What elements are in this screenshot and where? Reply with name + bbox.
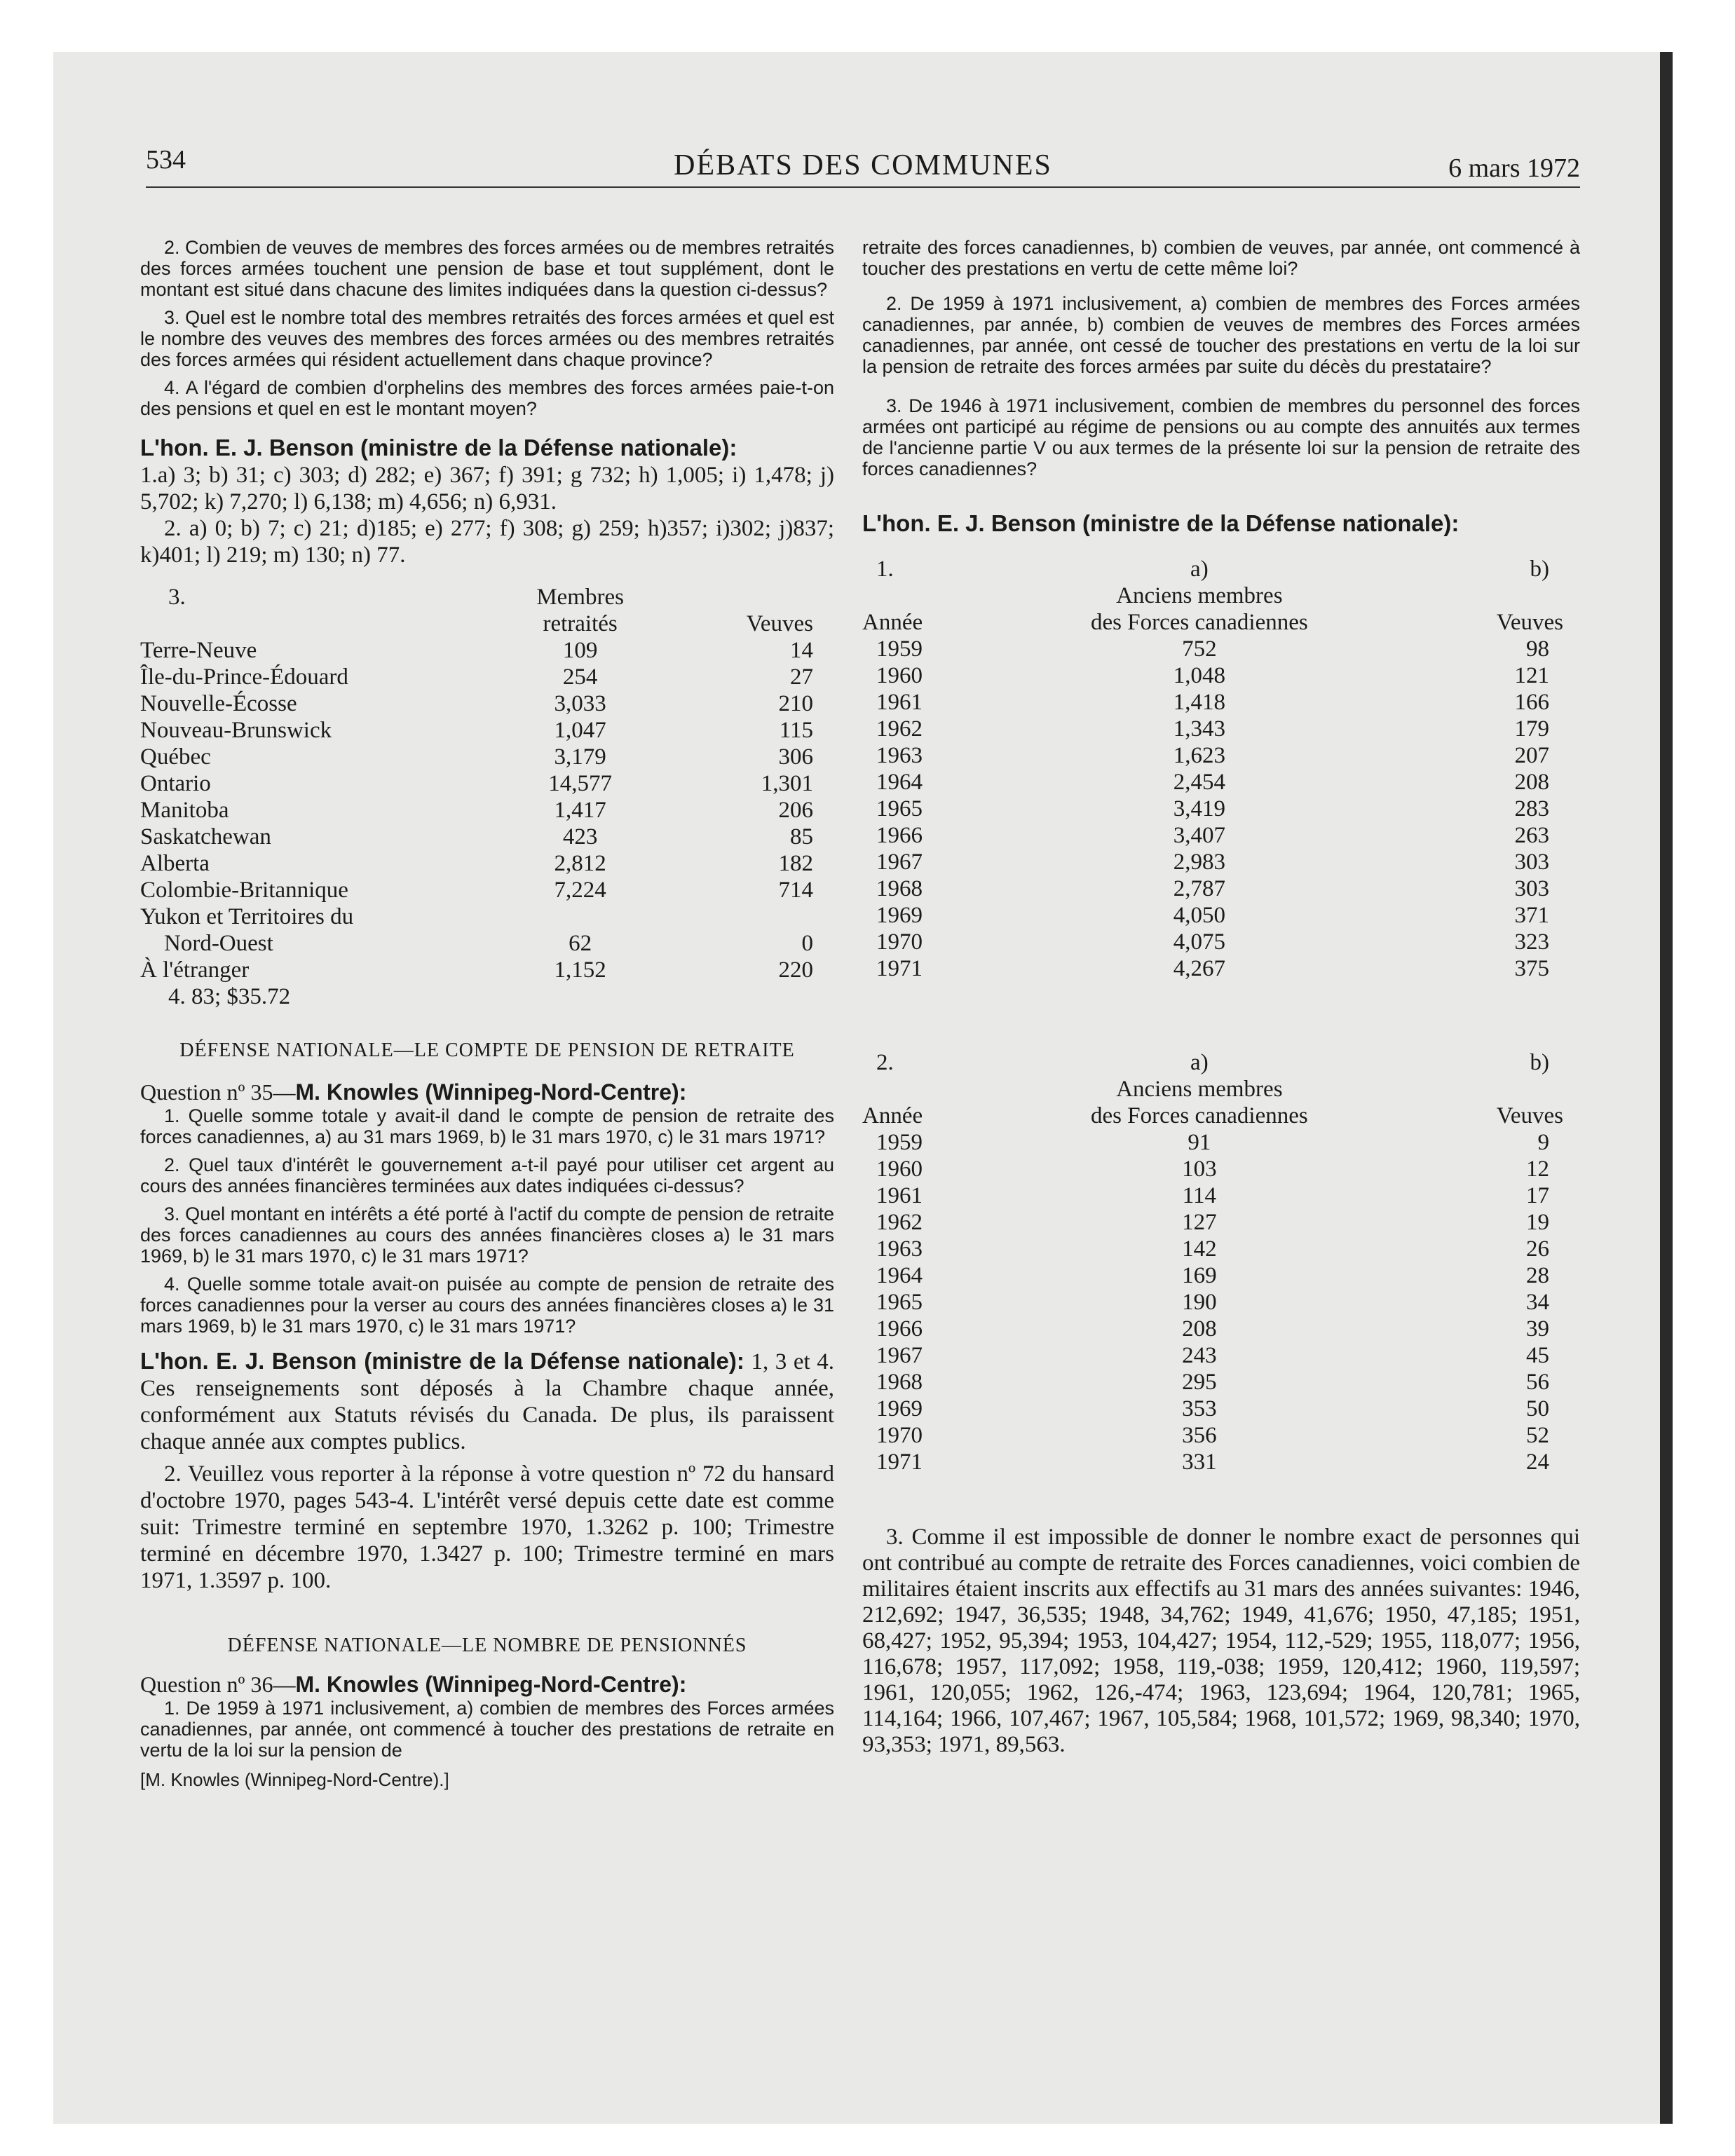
table-cell: 1961 [876,690,923,715]
table-cell: 375 [1514,956,1549,981]
question-paragraph: retraite des forces canadiennes, b) combien de veuves, par année, ont commencé à toucher des prestations en vertu de cette même loi? [862,237,1580,279]
answer-paragraph: 4. 83; $35.72 [168,984,291,1009]
question-paragraph: 2. Combien de veuves de membres des forces armées ou de membres retraités des forces armées touchent une pension de base et tout supplément, dont le montant est situé dans chacune des limites indiquées dans la question ci-dessus? [140,237,834,300]
table-cell: 207 [1514,743,1549,768]
table-cell: 283 [1514,796,1549,821]
table-cell: 0 [801,931,813,956]
table-cell: 17 [1526,1183,1549,1208]
table-cell: 9 [1537,1130,1549,1155]
table-cell: 206 [778,798,813,823]
table-row [140,744,813,770]
table-cell: 371 [1514,903,1549,928]
table-row [140,797,813,824]
table-cell: 220 [778,957,813,983]
table-cell: 303 [1514,850,1549,875]
table-row [862,1262,1563,1289]
question-paragraph: 1. De 1959 à 1971 inclusivement, a) combien de membres des Forces armées canadiennes, par année, ont commencé à toucher des prestations de retraite en vertu de la loi sur la pension de [140,1698,834,1761]
running-title: DÉBATS DES COMMUNES [674,149,1052,182]
table-cell: Saskatchewan [140,824,271,850]
answer-paragraph: 1.a) 3; b) 31; c) 303; d) 282; e) 367; f) 391; g 732; h) 1,005; i) 1,478; j) 5,702; k) 7,270; l) 6,138; m) 4,656; n) 6,931. [140,463,834,514]
column-header: Veuves [1496,610,1563,635]
table-cell: 752 [1182,636,1217,662]
table-cell: 179 [1514,716,1549,742]
table-cell: 1971 [876,956,923,981]
table-cell: 1,418 [1173,690,1225,715]
table-row [862,1236,1563,1262]
speaker-line [140,435,834,462]
table-cell: 98 [1526,636,1549,662]
speaker-name: L'hon. E. J. Benson (ministre de la Défense nationale): [140,435,737,460]
table-cell: 1967 [876,850,923,875]
table-cell: 1965 [876,1290,923,1315]
left-column [140,237,834,1791]
table-row [862,1182,1563,1209]
table-cell: 1,417 [554,798,606,823]
answer-paragraph: 2. a) 0; b) 7; c) 21; d)185; e) 277; f) 308; g) 259; h)357; i)302; j)837; k)401; l) 219; m) 130; n) 77. [140,516,834,568]
table-cell: 1,047 [554,718,606,743]
table-cell: 254 [562,664,598,690]
table-cell [658,903,813,930]
speaker-answer [140,1348,834,1455]
table-cell: 114 [1182,1183,1217,1208]
answer-text: 1, 3 et 4. Ces renseignements sont déposés à la Chambre chaque année, conformément aux Statuts révisés du Canada. De plus, ils paraissent chaque année aux comptes publics. [140,1349,834,1454]
section-heading: DÉFENSE NATIONALE—LE NOMBRE DE PENSIONNÉS [227,1635,747,1656]
table-cell: 1963 [876,743,923,768]
table-row [862,955,1563,982]
table-cell: 1965 [876,796,923,821]
speaker-name: L'hon. E. J. Benson (ministre de la Défense nationale): [140,1348,744,1374]
column-header: Anciens membres [1116,583,1283,608]
table-cell: 34 [1526,1290,1549,1315]
table-cell: 2,812 [554,851,606,876]
table-row [862,1342,1563,1369]
table-row [862,662,1563,689]
question-paragraph: 2. Quel taux d'intérêt le gouvernement a-t-il payé pour utiliser cet argent au cours des années financières terminées aux dates indiquées ci-dessus? [140,1154,834,1196]
answer-paragraph: 2. Veuillez vous reporter à la réponse à votre question nº 72 du hansard d'octobre 1970, pages 543-4. L'intérêt versé depuis cette date est comme suit: Trimestre terminé en septembre 1970, 1.3262 p. 100; Trimestre terminé en décembre 1970, 1.3427 p. 100; Trimestre terminé en mars 1971, 1.3597 p. 100. [140,1461,834,1593]
table-cell: Yukon et Territoires du [140,904,354,929]
column-header: Membres [536,585,624,610]
table-row [862,1369,1563,1396]
table-cell: Nouveau-Brunswick [140,718,332,743]
table-cell: 3,419 [1173,796,1225,821]
table-cell: Alberta [140,851,210,876]
table-cell: 12 [1526,1157,1549,1182]
table-cell: 56 [1526,1370,1549,1395]
table-cell: Québec [140,744,211,770]
table-cell: 1966 [876,1316,923,1342]
table-row [862,822,1563,849]
table-row [862,1129,1563,1156]
table-row [140,930,813,957]
column-label: a) [1190,1050,1209,1075]
table-cell: 1963 [876,1236,923,1262]
table-cell: 103 [1182,1157,1217,1182]
table-cell: 121 [1514,663,1549,688]
table-cell: 50 [1526,1396,1549,1421]
column-label: b) [1530,1050,1549,1075]
column-header: des Forces canadiennes [1091,1103,1308,1128]
table-cell: 331 [1182,1449,1217,1475]
table-cell: 263 [1514,823,1549,848]
table-cell: 52 [1526,1423,1549,1448]
table-cell: 1,343 [1173,716,1225,742]
table-cell: Île-du-Prince-Édouard [140,664,348,690]
table-cell: 423 [562,824,598,850]
table-cell: 1966 [876,823,923,848]
right-column [862,237,1580,1758]
table-cell: 26 [1526,1236,1549,1262]
table-cell: 190 [1182,1290,1217,1315]
table-row [862,689,1563,716]
table-cell: 1960 [876,663,923,688]
table-cell: 1968 [876,1370,923,1395]
answer-paragraph: 3. Comme il est impossible de donner le nombre exact de personnes qui ont contribué au compte de retraite des Forces canadiennes, voici combien de militaires étaient inscrits aux effectifs au 31 mars des années suivantes: 1946, 212,692; 1947, 36,535; 1948, 34,762; 1949, 41,676; 1950, 47,185; 1951, 68,427; 1952, 95,394; 1953, 104,427; 1954, 112,-529; 1955, 118,077; 1956, 116,678; 1957, 117,092; 1958, 119,-038; 1959, 120,412; 1960, 119,597; 1961, 120,055; 1962, 126,-474; 1963, 123,694; 1964, 120,781; 1965, 114,164; 1966, 107,467; 1967, 105,584; 1968, 101,572; 1969, 98,340; 1970, 93,353; 1971, 89,563. [862,1524,1580,1757]
table-cell: 1962 [876,1210,923,1235]
table-cell: 2,454 [1173,770,1225,795]
table-row [862,875,1563,902]
table-cell: 2,787 [1173,876,1225,901]
table-cell: 295 [1182,1370,1217,1395]
table-cell: 1959 [876,1130,923,1155]
column-header: Veuves [1496,1103,1563,1128]
table-cell: 1968 [876,876,923,901]
table-row [862,742,1563,769]
question-paragraph: 3. De 1946 à 1971 inclusivement, combien de membres du personnel des forces armées ont participé au régime de pensions ou au compte des annuités aux termes de l'ancienne partie V ou aux termes de la présente loi sur la pension de retraite des forces canadiennes? [862,395,1580,479]
table-row [140,717,813,744]
table-cell: 1961 [876,1183,923,1208]
table-cell: Manitoba [140,798,229,823]
question-paragraph: 4. A l'égard de combien d'orphelins des membres des forces armées paie-t-on des pensions et quel en est le montant moyen? [140,377,834,419]
table-cell: 109 [562,638,598,663]
member-name: M. Knowles (Winnipeg-Nord-Centre): [295,1672,687,1697]
table-cell: Ontario [140,771,211,796]
question-paragraph: 2. De 1959 à 1971 inclusivement, a) combien de membres des Forces armées canadiennes, par année, b) combien de veuves de membres des Forces armées canadiennes, par année, ont cessé de toucher des prestations en vertu de la loi sur la pension de retraite des forces armées par suite du décès du prestataire? [862,293,1580,377]
table-cell: 1970 [876,929,923,955]
table-cell: 24 [1526,1449,1549,1475]
page-edge-shadow [1660,52,1673,2124]
table-cell: 1969 [876,1396,923,1421]
table-cell: 91 [1188,1130,1211,1155]
table-cell: 3,033 [554,691,606,716]
table-cell: 208 [1182,1316,1217,1342]
table-cell: 19 [1526,1210,1549,1235]
column-header: Veuves [746,611,813,636]
table-cell: 39 [1526,1316,1549,1342]
column-header: retraités [543,611,618,636]
table-row [862,769,1563,796]
table-cell: Nouvelle-Écosse [140,691,297,716]
table-row [862,1449,1563,1475]
running-header [146,144,1580,188]
table-cell [502,903,658,930]
table-cell: 1,152 [554,957,606,983]
table-label: 2. [876,1050,894,1075]
table-cell: 127 [1182,1210,1217,1235]
table-label: 3. [168,585,186,610]
speaker-line [862,510,1580,538]
table-row [140,664,813,690]
table-cell: 1,623 [1173,743,1225,768]
pensioners-table-2 [862,1049,1563,1475]
table-cell: 3,407 [1173,823,1225,848]
table-row [862,849,1563,875]
question-paragraph: 3. Quel montant en intérêts a été porté à l'actif du compte de pension de retraite des forces canadiennes au cours des années financières closes a) le 31 mars 1969, b) le 31 mars 1970, c) le 31 mars 1971? [140,1203,834,1267]
table-cell: 14,577 [548,771,612,796]
table-row [862,1156,1563,1182]
table-row [862,1289,1563,1316]
table-row [140,957,813,983]
footnote: [M. Knowles (Winnipeg-Nord-Centre).] [140,1769,449,1790]
table-row [140,824,813,850]
table-cell: 2,983 [1173,850,1225,875]
table-row [862,1209,1563,1236]
header-date: 6 mars 1972 [1448,153,1580,183]
table-cell: 353 [1182,1396,1217,1421]
table-cell: 1964 [876,770,923,795]
table-row [862,1396,1563,1422]
table-cell: Terre-Neuve [140,638,257,663]
question-heading [140,1671,834,1698]
table-cell: 303 [1514,876,1549,901]
table-row [862,1316,1563,1342]
table-cell: 1971 [876,1449,923,1475]
table-row [140,903,813,930]
table-cell: 182 [778,851,813,876]
table-cell: 1964 [876,1263,923,1288]
table-cell: 4,267 [1173,956,1225,981]
table-row [862,716,1563,742]
table-row [862,929,1563,955]
table-cell: 1,301 [761,771,813,796]
column-header: Année [862,610,923,635]
table-cell: 1,048 [1173,663,1225,688]
column-header: des Forces canadiennes [1091,610,1308,635]
table-cell: 356 [1182,1423,1217,1448]
table-cell: 1970 [876,1423,923,1448]
column-label: b) [1530,557,1549,582]
table-cell: 28 [1526,1263,1549,1288]
table-row [140,877,813,903]
table-row [862,1422,1563,1449]
question-paragraph: 3. Quel est le nombre total des membres retraités des forces armées et quel est le nombre des veuves des membres des forces armées ou des membres retraités des forces armées qui résident actuellement dans chaque province? [140,307,834,370]
table-cell: 4,050 [1173,903,1225,928]
question-number: Question nº 36— [140,1672,296,1697]
table-cell: 1967 [876,1343,923,1368]
table-cell: Nord-Ouest [164,931,273,956]
table-cell: 7,224 [554,878,606,903]
table-cell: 306 [778,744,813,770]
table-cell: 166 [1514,690,1549,715]
table-cell: 27 [790,664,813,690]
pensioners-table-1 [862,556,1563,982]
table-cell: 243 [1182,1343,1217,1368]
table-cell: 210 [778,691,813,716]
column-label: a) [1190,557,1209,582]
question-heading [140,1079,834,1105]
page-number: 534 [146,145,186,175]
table-cell: 4,075 [1173,929,1225,955]
question-paragraph: 4. Quelle somme totale avait-on puisée au compte de pension de retraite des forces canadiennes pour la verser au cours des années financières closes a) le 31 mars 1969, b) le 31 mars 1970, c) le 31 mars 1971? [140,1274,834,1337]
table-cell: 62 [569,931,592,956]
table-cell: 45 [1526,1343,1549,1368]
table-cell: 169 [1182,1263,1217,1288]
column-header: Année [862,1103,923,1128]
table-cell: 1969 [876,903,923,928]
table-cell: Colombie-Britannique [140,878,348,903]
table-row [862,796,1563,822]
table-row [862,636,1563,662]
table-cell: 714 [778,878,813,903]
table-row [140,850,813,877]
table-row [140,770,813,797]
question-number: Question nº 35— [140,1079,296,1105]
table-cell: À l'étranger [140,957,250,983]
table-cell: 323 [1514,929,1549,955]
table-cell: 1959 [876,636,923,662]
member-name: M. Knowles (Winnipeg-Nord-Centre): [295,1079,687,1105]
table-cell: 1960 [876,1157,923,1182]
table-row [140,637,813,664]
table-cell: 14 [790,638,813,663]
table-row [862,902,1563,929]
table-row [140,690,813,717]
table-cell: 208 [1514,770,1549,795]
table-cell: 85 [790,824,813,850]
table-cell: 3,179 [554,744,606,770]
question-paragraph: 1. Quelle somme totale y avait-il dand le compte de pension de retraite des forces canadiennes, a) au 31 mars 1969, b) le 31 mars 1970, c) le 31 mars 1971? [140,1105,834,1147]
speaker-name: L'hon. E. J. Benson (ministre de la Défense nationale): [862,510,1460,536]
table-cell: 115 [779,718,813,743]
provinces-table [140,584,813,983]
column-header: Anciens membres [1116,1077,1283,1102]
table-label: 1. [876,557,894,582]
table-cell: 142 [1182,1236,1217,1262]
table-cell: 1962 [876,716,923,742]
section-heading: DÉFENSE NATIONALE—LE COMPTE DE PENSION DE RETRAITE [179,1039,795,1061]
